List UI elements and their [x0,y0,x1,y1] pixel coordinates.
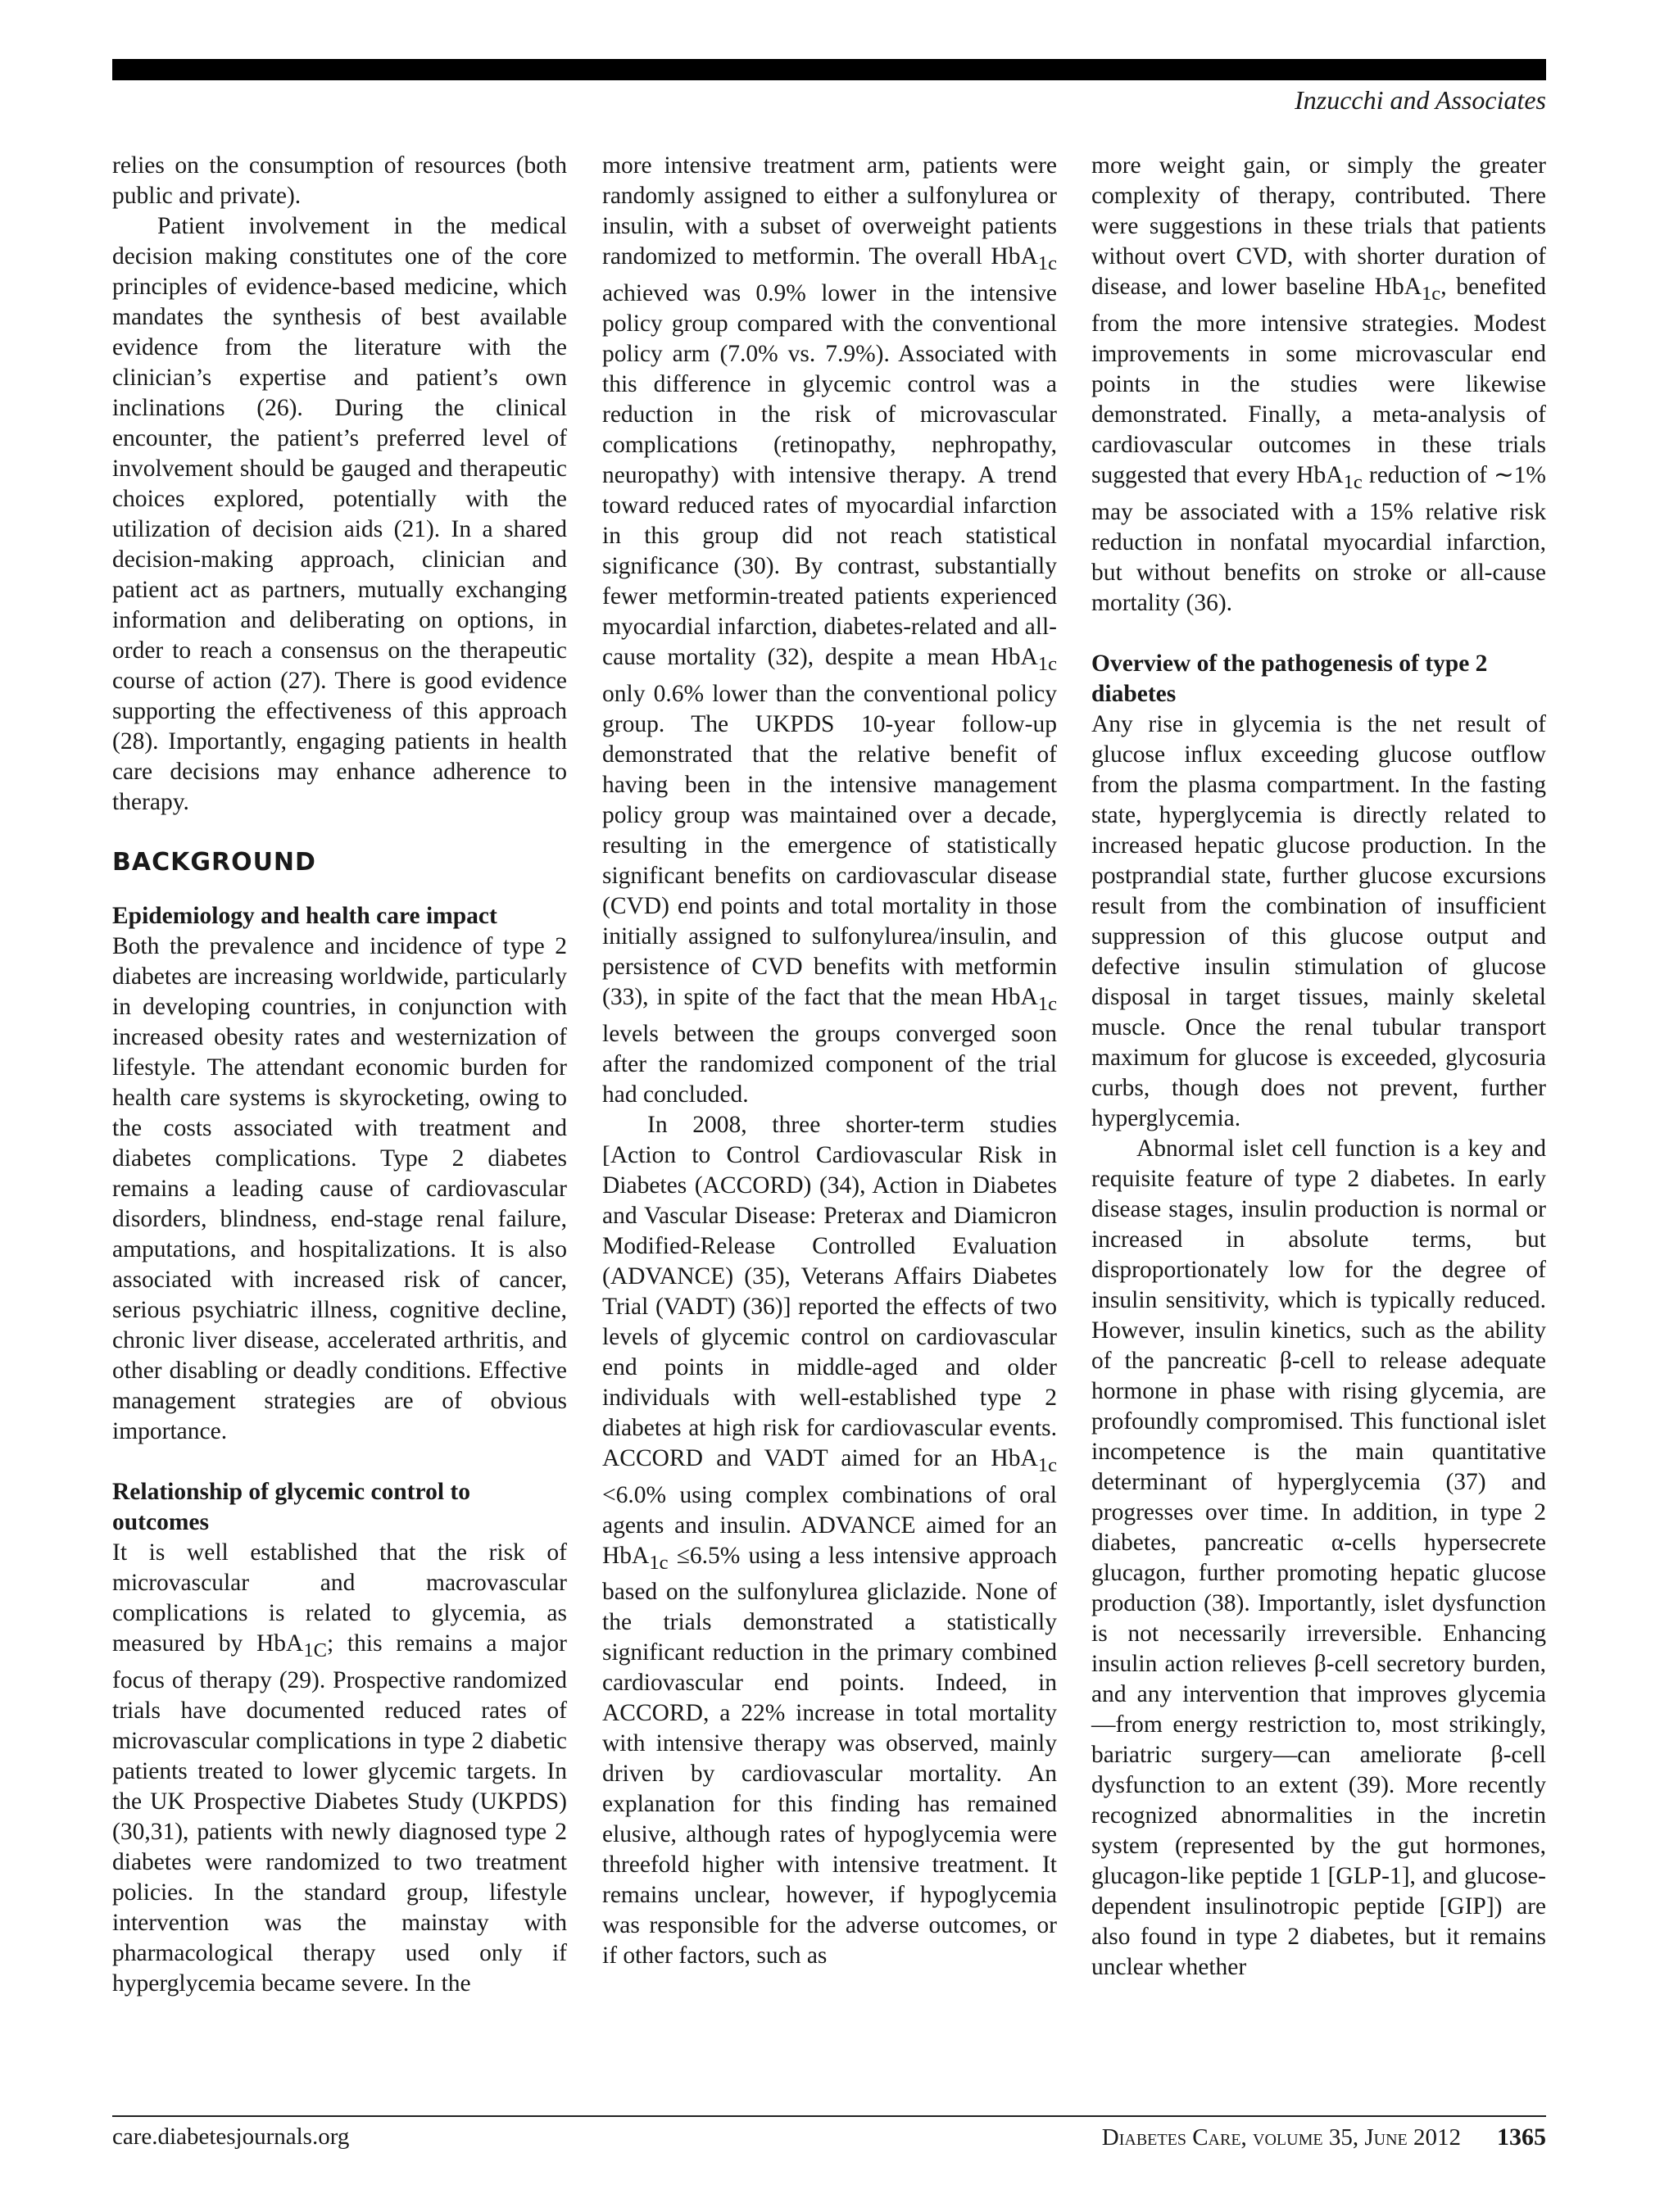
header-bar [112,59,1546,80]
column-3 [1091,151,1546,1983]
paragraph: Both the prevalence and incidence of type 2 diabetes are increasing worldwide, particularly in developing countries, in conjunction with increased obesity rates and westernization of lifestyle. The attendant economic burden for health care systems is skyrocketing, owing to the costs associated with treatment and diabetes complications. Type 2 diabetes remains a leading cause of cardiovascular disorders, blindness, end-stage renal failure, amputations, and hospitalizations. It is also associated with increased risk of cancer, serious psychiatric illness, cognitive decline, chronic liver disease, accelerated arthritis, and other disabling or deadly conditions. Effective management strategies are of obvious importance. [112,933,567,1444]
paragraph: relies on the consumption of resources (both public and private). [112,152,567,209]
subsection-heading: Overview of the pathogenesis of type 2 diabetes [1091,650,1488,707]
paragraph: Abnormal islet cell function is a key and requisite feature of type 2 diabetes. In early disease stages, insulin production is normal or increased in absolute terms, but disproportionately low for the degree of insulin sensitivity, which is typically reduced. However, insulin kinetics, such as the ability of the pancreatic β-cell to release adequate hormone in phase with rising glycemia, are profoundly compromised. This functional islet incompetence is the main quantitative determinant of hyperglycemia (37) and progresses over time. In addition, in type 2 diabetes, pancreatic α-cells hypersecrete glucagon, further promoting hepatic glucose production (38). Importantly, islet dysfunction is not necessarily irreversible. Enhancing insulin action relieves β-cell secretory burden, and any intervention that improves glycemia—from energy restriction to, most strikingly, bariatric surgery—can ameliorate β-cell dysfunction to an extent (39). More recently recognized abnormalities in the incretin system (represented by the gut hormones, glucagon-like peptide 1 [GLP-1], and glucose-dependent insulinotropic peptide [GIP]) are also found in type 2 diabetes, but it remains unclear whether [1091,1135,1546,1980]
paragraph: more weight gain, or simply the greater complexity of therapy, contributed. There were suggestions in these trials that patients without overt CVD, with shorter duration of disease, and lower baseline HbA$_{1c}$, benefited from the more intensive strategies. Modest improvements in some microvascular end points in the studies were likewise demonstrated. Finally, a meta-analysis of cardiovascular outcomes in these trials suggested that every HbA$_{1c}$ reduction of ∼1% may be associated with a 15% relative risk reduction in nonfatal myocardial infarction, but without benefits on stroke or all-cause mortality (36). [1091,152,1546,616]
journal-website: care.diabetesjournals.org [112,2124,350,2150]
paragraph: In 2008, three shorter-term studies [Action to Control Cardiovascular Risk in Diabetes (ACCORD) (34), Action in Diabetes and Vascular Disease: Preterax and Diamicron Modified-Release Controlled Evaluation (ADVANCE) (35), Veterans Affairs Diabetes Trial (VADT) (36)] reported the effects of two levels of glycemic control on cardiovascular end points in middle-aged and older individuals with well-established type 2 diabetes at high risk for cardiovascular events. ACCORD and VADT aimed for an HbA$_{1c}$ <6.0% using complex combinations of oral agents and insulin. ADVANCE aimed for an HbA$_{1c}$ ≤6.5% using a less intensive approach based on the sulfonylurea gliclazide. None of the trials demonstrated a statistically significant reduction in the primary combined cardiovascular end points. Indeed, in ACCORD, a 22% increase in total mortality with intensive therapy was observed, mainly driven by cardiovascular mortality. An explanation for this finding has remained elusive, although rates of hypoglycemia were threefold higher with intensive treatment. It remains unclear, however, if hypoglycemia was responsible for the adverse outcomes, or if other factors, such as [602,1111,1057,1969]
paragraph: Patient involvement in the medical decision making constitutes one of the core principles of evidence-based medicine, which mandates the synthesis of best available evidence from the literature with the clinician’s expertise and patient’s own inclinations (26). During the clinical encounter, the patient’s preferred level of involvement should be gauged and therapeutic choices explored, potentially with the utilization of decision aids (21). In a shared decision-making approach, clinician and patient act as partners, mutually exchanging information and deliberating on options, in order to reach a consensus on the therapeutic course of action (27). There is good evidence supporting the effectiveness of this approach (28). Importantly, engaging patients in health care decisions may enhance adherence to therapy. [112,213,567,815]
footer-citation [1102,2124,1546,2151]
running-head: Inzucchi and Associates [1295,85,1546,115]
paragraph: more intensive treatment arm, patients were randomly assigned to either a sulfonylurea or insulin, with a subset of overweight patients randomized to metformin. The overall HbA$_{1c}$ achieved was 0.9% lower in the intensive policy group compared with the conventional policy arm (7.0% vs. 7.9%). Associated with this difference in glycemic control was a reduction in the risk of microvascular complications (retinopathy, nephropathy, neuropathy) with intensive therapy. A trend toward reduced rates of myocardial infarction in this group did not reach statistical significance (30). By contrast, substantially fewer metformin-treated patients experienced myocardial infarction, diabetes-related and all-cause mortality (32), despite a mean HbA$_{1c}$ only 0.6% lower than the conventional policy group. The UKPDS 10-year follow-up demonstrated that the relative benefit of having been in the intensive management policy group was maintained over a decade, resulting in the emergence of statistically significant benefits on cardiovascular disease (CVD) end points and total mortality in those initially assigned to sulfonylurea/insulin, and persistence of CVD benefits with metformin (33), in spite of the fact that the mean HbA$_{1c}$ levels between the groups converged soon after the randomized component of the trial had concluded. [602,152,1057,1108]
footer-rule [112,2115,1546,2117]
page-number: 1365 [1497,2124,1546,2151]
column-1 [112,151,567,1999]
section-heading: BACKGROUND [112,848,316,877]
column-2 [602,151,1057,1971]
journal-citation: Diabetes Care, volume 35, June 2012 [1101,2124,1461,2151]
subsection-heading: Epidemiology and health care impact [112,903,497,929]
subsection-heading: Relationship of glycemic control to outcomes [112,1479,470,1535]
paragraph: It is well established that the risk of microvascular and macrovascular complications is related to glycemia, as measured by HbA$_{1C}$; this remains a major focus of therapy (29). Prospective randomized trials have documented reduced rates of microvascular complications in type 2 diabetic patients treated to lower glycemic targets. In the UK Prospective Diabetes Study (UKPDS) (30,31), patients with newly diagnosed type 2 diabetes were randomized to two treatment policies. In the standard group, lifestyle intervention was the mainstay with pharmacological therapy used only if hyperglycemia became severe. In the [112,1539,567,1997]
paragraph: Any rise in glycemia is the net result of glucose influx exceeding glucose outflow from the plasma compartment. In the fasting state, hyperglycemia is directly related to increased hepatic glucose production. In the postprandial state, further glucose excursions result from the combination of insufficient suppression of this glucose output and defective insulin stimulation of glucose disposal in target tissues, mainly skeletal muscle. Once the renal tubular transport maximum for glucose is exceeded, glycosuria curbs, though does not prevent, further hyperglycemia. [1091,710,1546,1131]
